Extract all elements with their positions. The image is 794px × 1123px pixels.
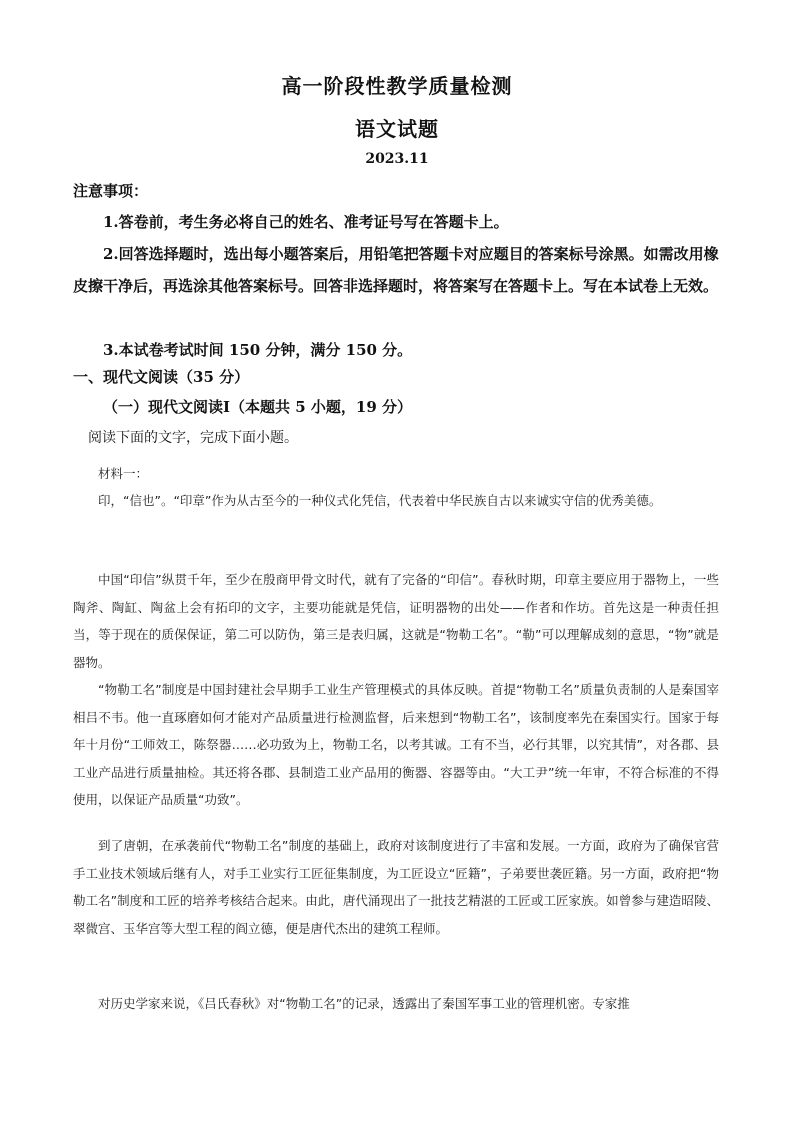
exam-subject: 语文试题 — [355, 117, 439, 141]
exam-title: 高一阶段性教学质量检测 — [281, 74, 513, 98]
section-title: 一、现代文阅读（35 分） — [73, 368, 250, 386]
material-label: 材料一： — [98, 466, 149, 481]
notice-item-2: 2.回答选择题时，选出每小题答案后，用铅笔把答题卡对应题目的答案标号涂黑。如需改用橡皮擦干净后，再选涂其他答案标号。回答非选择题时，将答案写在答题卡上。写在本试卷上无效。 — [73, 245, 719, 295]
notice-item-1: 1.答卷前，考生务必将自己的姓名、准考证号写在答题卡上。 — [103, 213, 509, 231]
reading-instruction: 阅读下面的文字，完成下面小题。 — [88, 430, 298, 446]
material-paragraph: 到了唐朝，在承袭前代“物勒工名”制度的基础上，政府对该制度进行了丰富和发展。一方面，政府为了确保官营手工业技术领域后继有人，对手工业实行工匠征集制度，为工匠设立“匠籍”，子弟要世袭匠籍。另一方面，政府把“物勒工名”制度和工匠的培养考核结合起来。由此，唐代涌现出了一批技艺精湛的工匠或工匠家族。如曾参与建造昭陵、翠微宫、玉华宫等大型工程的阎立德，便是唐代杰出的建筑工程师。 — [73, 838, 719, 936]
material-paragraph: 对历史学家来说，《吕氏春秋》对“物勒工名”的记录，透露出了秦国军事工业的管理机密。专家推 — [98, 996, 630, 1011]
material-paragraph: 中国“印信”纵贯千年，至少在殷商甲骨文时代，就有了完备的“印信”。春秋时期，印章主要应用于器物上，一些陶斧、陶缸、陶盆上会有拓印的文字，主要功能就是凭信，证明器物的出处——作者和作坊。首先这是一种责任担当，等于现在的质保保证，第二可以防伪，第三是表归属，这就是“物勒工名”。“勒”可以理解成刻的意思，“物”就是器物。 — [73, 572, 719, 670]
material-paragraph: 印，“信也”。“印章”作为从古至今的一种仪式化凭信，代表着中华民族自古以来诚实守信的优秀美德。 — [98, 493, 662, 508]
material-paragraph: “物勒工名”制度是中国封建社会早期手工业生产管理模式的具体反映。首提“物勒工名”质量负责制的人是秦国宰相吕不韦。他一直琢磨如何才能对产品质量进行检测监督，后来想到“物勒工名”，该制度率先在秦国实行。国家于每年十月份“工师效工，陈祭器……必功致为上，物勒工名，以考其诚。工有不当，必行其罪，以究其情”，对各郡、县工业产品进行质量抽检。其还将各郡、县制造工业产品用的衡器、容器等由。“大工尹”统一年审，不符合标准的不得使用，以保证产品质量“功致”。 — [73, 682, 719, 807]
notice-item-3: 3.本试卷考试时间 150 分钟，满分 150 分。 — [103, 341, 413, 359]
exam-date: 2023.11 — [365, 151, 429, 167]
subsection-title: （一）现代文阅读Ⅰ（本题共 5 小题，19 分） — [103, 398, 412, 416]
notice-heading: 注意事项： — [73, 182, 149, 200]
